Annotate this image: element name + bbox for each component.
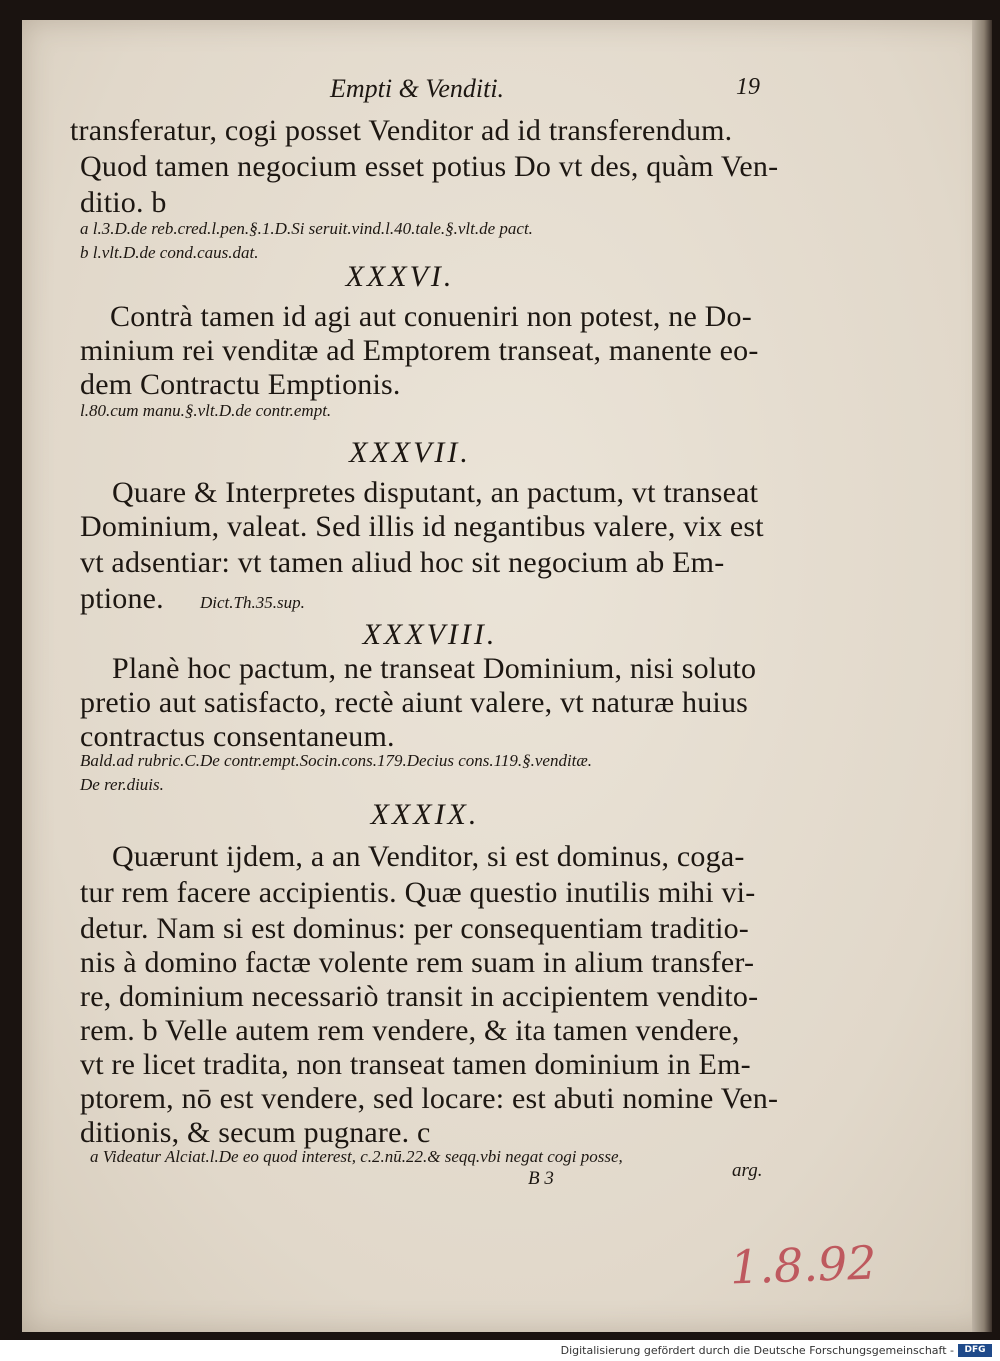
section-number: XXXIX. — [370, 798, 480, 831]
text-line: ditio. b — [80, 186, 167, 219]
text-line: pretio aut satisfacto, rectè aiunt valere, vt naturæ huius — [80, 686, 749, 719]
text-line: Quærunt ijdem, a an Venditor, si est dominus, coga- — [112, 840, 745, 873]
footnote-line: De rer.diuis. — [80, 775, 164, 794]
running-title: Empti & Venditi. — [330, 74, 505, 103]
digitization-credit: Digitalisierung gefördert durch die Deutsche Forschungsgemeinschaft - — [560, 1344, 954, 1357]
text-line: ditionis, & secum pugnare. c — [80, 1116, 431, 1149]
catchword: arg. — [732, 1160, 763, 1181]
text-line: transferatur, cogi posset Venditor ad id transferendum. — [70, 114, 733, 147]
text-line: detur. Nam si est dominus: per consequentiam traditio- — [80, 912, 749, 945]
text-line: Quod tamen negocium esset potius Do vt des, quàm Ven- — [80, 150, 779, 183]
library-stamp: 1.8.92 — [729, 1235, 878, 1295]
footnote-line: a Videatur Alciat.l.De eo quod interest, c.2.nū.22.& seqq.vbi negat cogi posse, — [90, 1147, 623, 1166]
text-line: minium rei venditæ ad Emptorem transeat, manente eo- — [80, 334, 759, 367]
footnote-line: b l.vlt.D.de cond.caus.dat. — [80, 243, 259, 262]
digitization-footer — [0, 1340, 1000, 1361]
text-line: Planè hoc pactum, ne transeat Dominium, nisi soluto — [112, 652, 757, 685]
footnote-line: Dict.Th.35.sup. — [200, 593, 305, 612]
text-line: ptione. — [80, 582, 164, 615]
footnote-line: Bald.ad rubric.C.De contr.empt.Socin.cons.179.Decius cons.119.§.venditæ. — [80, 751, 592, 770]
section-number: XXXVI. — [345, 260, 455, 293]
text-line: contractus consentaneum. — [80, 720, 395, 753]
section-number: XXXVIII. — [362, 618, 498, 651]
page-edge-right — [972, 20, 992, 1332]
text-line: Dominium, valeat. Sed illis id negantibus valere, vix est — [80, 510, 764, 543]
footnote-line: l.80.cum manu.§.vlt.D.de contr.empt. — [80, 401, 332, 420]
section-number: XXXVII. — [349, 436, 471, 469]
signature-mark: B 3 — [528, 1168, 554, 1189]
folio-number: 19 — [736, 74, 760, 100]
footnote-line: a l.3.D.de reb.cred.l.pen.§.1.D.Si seruit.vind.l.40.tale.§.vlt.de pact. — [80, 219, 533, 238]
text-line: Contrà tamen id agi aut conueniri non potest, ne Do- — [110, 300, 752, 333]
text-line: vt re licet tradita, non transeat tamen dominium in Em- — [80, 1048, 751, 1081]
text-line: Quare & Interpretes disputant, an pactum, vt transeat — [112, 476, 759, 509]
text-line: tur rem facere accipientis. Quæ questio inutilis mihi vi- — [80, 876, 756, 909]
text-line: vt adsentiar: vt tamen aliud hoc sit negocium ab Em- — [80, 546, 725, 579]
text-line: nis à domino factæ volente rem suam in alium transfer- — [80, 946, 755, 979]
text-line: ptorem, nō est vendere, sed locare: est abuti nomine Ven- — [80, 1082, 779, 1115]
text-line: dem Contractu Emptionis. — [80, 368, 401, 401]
dfg-logo: DFG — [958, 1344, 992, 1357]
text-line: rem. b Velle autem rem vendere, & ita tamen vendere, — [80, 1014, 740, 1047]
text-line: re, dominium necessariò transit in accipientem vendito- — [80, 980, 759, 1013]
